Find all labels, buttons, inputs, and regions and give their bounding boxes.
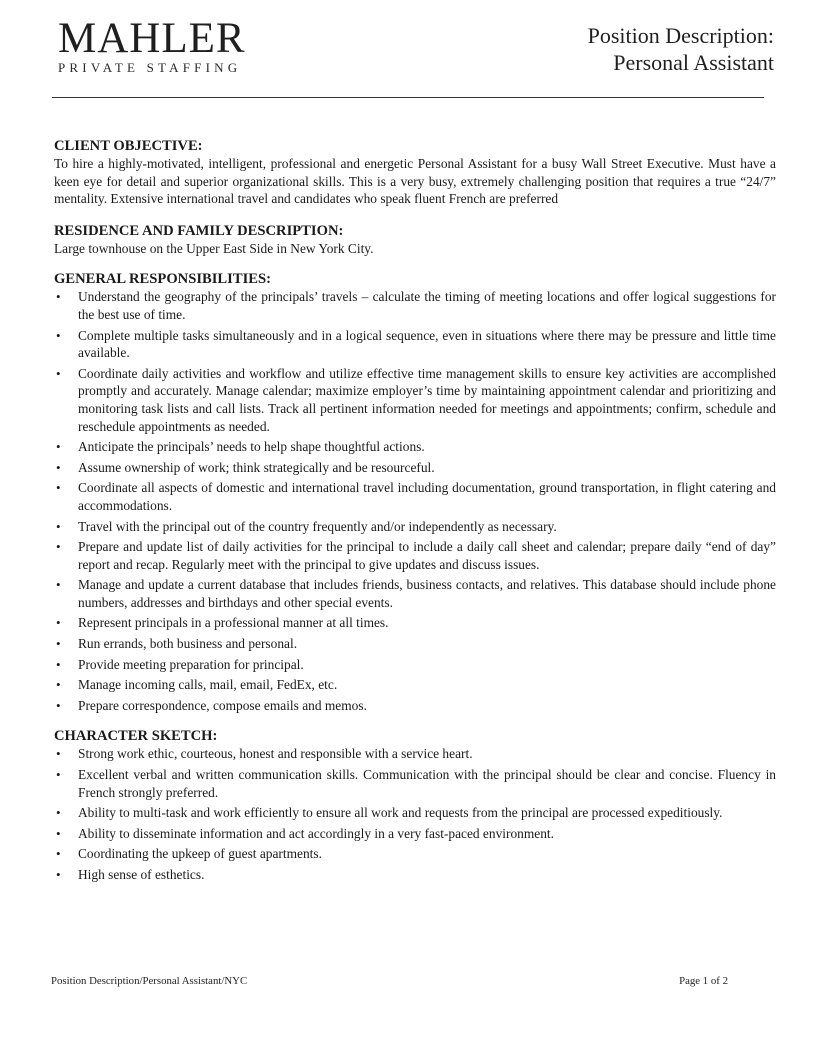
bullet-icon: • [56, 656, 61, 672]
logo-wordmark: MAHLER [58, 15, 246, 62]
list-item: • Run errands, both business and personal. [56, 636, 298, 652]
list-item: • Strong work ethic, courteous, honest and responsible with a service heart. [56, 746, 473, 762]
list-item: • Anticipate the principals’ needs to help shape thoughtful actions. [56, 439, 425, 455]
client-objective-heading: CLIENT OBJECTIVE: [54, 138, 203, 154]
client-objective-text: To hire a highly-motivated, intelligent, professional and energetic Personal Assistant for a busy Wall Street Executive. Must have a keen eye for detail and superior organizational skills. This is a very busy, extremely challenging position that requires a true “24/7” mentality. Extensive international travel and candidates who speak fluent French are preferred [54, 156, 776, 207]
list-item: • Travel with the principal out of the country frequently and/or independently as necessary. [56, 518, 557, 534]
company-logo [58, 16, 246, 76]
client-objective-section [54, 137, 776, 208]
list-item: • Prepare and update list of daily activities for the principal to include a daily call sheet and calendar; prepare daily “end of day” report and recap. Regularly meet with the principal to give updates and discuss issues. [56, 539, 776, 572]
bullet-icon: • [56, 518, 61, 534]
list-item: • Complete multiple tasks simultaneously and in a logical sequence, even in situations where there may be pressure and little time available. [56, 327, 776, 361]
bullet-icon: • [56, 327, 61, 343]
bullet-icon: • [56, 846, 61, 862]
character-section [54, 727, 776, 883]
list-item: • Provide meeting preparation for principal. [56, 656, 304, 672]
list-item: • Excellent verbal and written communication skills. Communication with the principal should be clear and concise. Fluency in French strongly preferred. [56, 767, 776, 800]
footer-document-id: Position Description/Personal Assistant/NYC [51, 975, 248, 987]
bullet-icon: • [56, 825, 61, 841]
bullet-icon: • [56, 636, 61, 652]
bullet-icon: • [56, 867, 61, 882]
document-title [588, 22, 774, 76]
list-item: • Manage and update a current database that includes friends, business contacts, and relatives. This database should include phone numbers, addresses and birthdays and other special events. [56, 577, 776, 610]
list-item: • Represent principals in a professional manner at all times. [56, 615, 389, 631]
document-title-line2: Personal Assistant [613, 50, 774, 75]
bullet-icon: • [56, 697, 61, 713]
bullet-icon: • [56, 746, 61, 762]
character-heading: CHARACTER SKETCH: [54, 728, 218, 745]
footer-page-number: Page 1 of 2 [679, 975, 728, 987]
character-list [54, 745, 776, 883]
residence-heading: RESIDENCE AND FAMILY DESCRIPTION: [54, 222, 344, 239]
bullet-icon: • [56, 539, 61, 555]
list-item: • High sense of esthetics. [56, 867, 205, 882]
document-title-line1: Position Description: [587, 23, 774, 48]
residence-text: Large townhouse on the Upper East Side in New York City. [54, 240, 374, 256]
bullet-icon: • [56, 805, 61, 821]
list-item: • Ability to multi-task and work efficiently to ensure all work and requests from the principal are processed expeditiously. [56, 805, 723, 821]
list-item: • Understand the geography of the principals’ travels – calculate the timing of meeting locations and offer logical suggestions for the best use of time. [56, 289, 776, 322]
bullet-icon: • [56, 577, 61, 593]
list-item: • Ability to disseminate information and act accordingly in a very fast-paced environment. [56, 825, 554, 841]
bullet-icon: • [56, 480, 61, 496]
bullet-icon: • [56, 439, 61, 455]
list-item: • Coordinating the upkeep of guest apartments. [56, 846, 322, 862]
list-item: • Manage incoming calls, mail, email, FedEx, etc. [56, 677, 338, 693]
bullet-icon: • [56, 767, 61, 783]
bullet-icon: • [56, 289, 61, 305]
header-divider [52, 97, 764, 98]
list-item: • Coordinate daily activities and workflow and utilize effective time management skills to ensure key activities are accomplished promptly and accurately. Manage calendar; maximize employer’s time by maintaining appointment calendar and prioritizing and monitoring task lists and call lists. Track all pertinent information needed for meetings and appointments; confirm, schedule and reschedule appointments as needed. [56, 365, 776, 434]
logo-tagline: PRIVATE STAFFING [58, 60, 242, 75]
bullet-icon: • [56, 615, 61, 631]
list-item: • Coordinate all aspects of domestic and international travel including documentation, ground transportation, in flight catering and accommodations. [56, 480, 776, 513]
bullet-icon: • [56, 677, 61, 693]
responsibilities-list [54, 288, 776, 714]
list-item: • Assume ownership of work; think strategically and be resourceful. [56, 459, 435, 475]
bullet-icon: • [56, 459, 61, 475]
document-body [54, 137, 776, 897]
list-item: • Prepare correspondence, compose emails and memos. [56, 697, 367, 713]
bullet-icon: • [56, 365, 61, 381]
responsibilities-heading: GENERAL RESPONSIBILITIES: [54, 271, 271, 288]
residence-section [54, 222, 776, 258]
responsibilities-section [54, 270, 776, 714]
